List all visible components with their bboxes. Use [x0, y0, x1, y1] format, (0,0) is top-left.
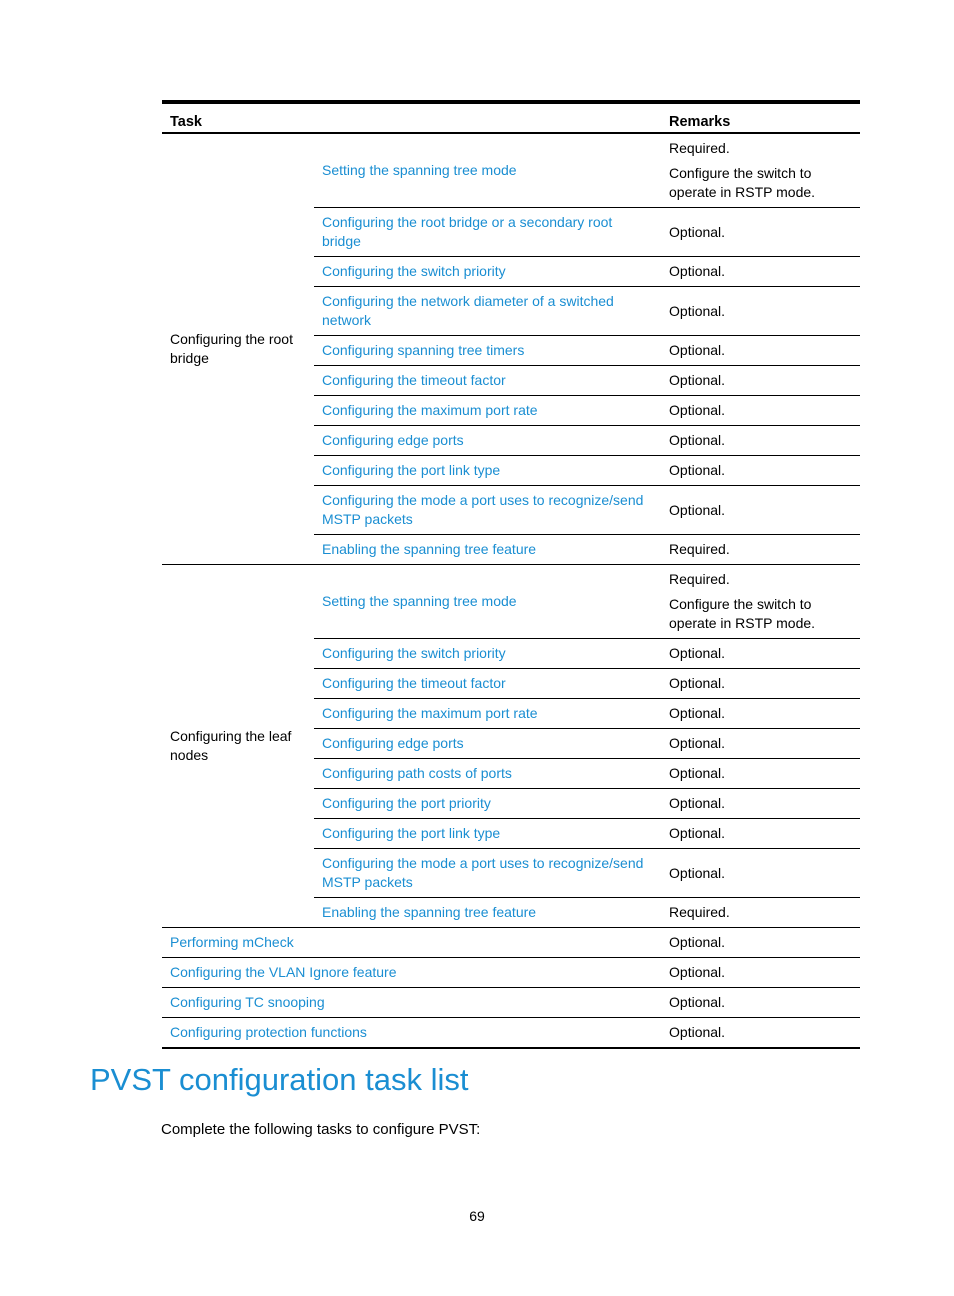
task-cell [162, 958, 661, 988]
table-row [162, 565, 860, 639]
task-cell [162, 928, 661, 958]
subtask-link[interactable]: Configuring the timeout factor [322, 372, 506, 388]
subtask-cell [314, 699, 661, 729]
subtask-link[interactable]: Configuring the mode a port uses to recognize/send MSTP packets [322, 492, 644, 527]
subtask-cell [314, 396, 661, 426]
subtask-link[interactable]: Configuring the root bridge or a secondary root bridge [322, 214, 613, 249]
subtask-link[interactable]: Configuring the mode a port uses to recognize/send MSTP packets [322, 855, 644, 890]
remarks-cell: Optional. [661, 988, 860, 1018]
subtask-link[interactable]: Configuring the switch priority [322, 645, 506, 661]
subtask-cell [314, 898, 661, 928]
remarks-cell [661, 287, 860, 336]
table-row [162, 928, 860, 958]
remarks-cell [661, 208, 860, 257]
remarks-text: Required. [669, 571, 730, 587]
subtask-link[interactable]: Enabling the spanning tree feature [322, 541, 537, 557]
remarks-cell [661, 426, 860, 456]
remarks-text: Optional. [669, 645, 726, 661]
remarks-cell [661, 535, 860, 565]
subtask-link[interactable]: Setting the spanning tree mode [322, 593, 517, 609]
remarks-cell [661, 486, 860, 535]
remarks-cell [661, 639, 860, 669]
header-task: Task [162, 102, 661, 133]
table-body [162, 133, 860, 1048]
subtask-cell [314, 729, 661, 759]
table-row [162, 1018, 860, 1049]
remarks-text: Optional. [669, 432, 726, 448]
subtask-link[interactable]: Enabling the spanning tree feature [322, 904, 537, 920]
remarks-cell [661, 336, 860, 366]
task-cell [162, 988, 661, 1018]
remarks-text: Required. [669, 140, 730, 156]
subtask-cell [314, 257, 661, 287]
intro-text: Complete the following tasks to configure PVST: [161, 1121, 481, 1138]
subtask-link[interactable]: Setting the spanning tree mode [322, 162, 517, 178]
remarks-text: Optional. [669, 223, 726, 240]
task-group-label: Configuring the root bridge [162, 133, 314, 565]
header-remarks: Remarks [661, 102, 860, 133]
remarks-text: Optional. [669, 735, 726, 751]
subtask-cell [314, 819, 661, 849]
remarks-text: Optional. [669, 705, 726, 721]
subtask-cell [314, 336, 661, 366]
remarks-cell: Optional. [661, 928, 860, 958]
remarks-cell [661, 759, 860, 789]
remarks-text: Optional. [669, 825, 726, 841]
subtask-link[interactable]: Configuring the timeout factor [322, 675, 506, 691]
subtask-link[interactable]: Configuring the switch priority [322, 263, 506, 279]
remarks-cell: Optional. [661, 958, 860, 988]
task-group-label: Configuring the leaf nodes [162, 565, 314, 928]
remarks-cell [661, 898, 860, 928]
task-cell [162, 1018, 661, 1049]
remarks-cell [661, 257, 860, 287]
remarks-text: Optional. [669, 864, 726, 881]
remarks-text: Optional. [669, 501, 726, 518]
remarks-text: Required. [669, 904, 730, 920]
remarks-cell [661, 366, 860, 396]
table-header-row [162, 102, 860, 133]
subtask-cell [314, 486, 661, 535]
subtask-link[interactable]: Configuring path costs of ports [322, 765, 512, 781]
subtask-cell [314, 639, 661, 669]
subtask-cell [314, 133, 661, 208]
subtask-link[interactable]: Configuring edge ports [322, 432, 464, 448]
remarks-cell [661, 729, 860, 759]
subtask-cell [314, 789, 661, 819]
subtask-cell [314, 759, 661, 789]
subtask-link[interactable]: Configuring the network diameter of a switched network [322, 293, 614, 328]
remarks-text: Required. [669, 541, 730, 557]
table-row [162, 133, 860, 208]
subtask-cell [314, 669, 661, 699]
subtask-link[interactable]: Configuring the port link type [322, 462, 501, 478]
task-table [162, 100, 860, 1049]
remarks-text: Optional. [669, 462, 726, 478]
remarks-text: Optional. [669, 302, 726, 319]
remarks-text: Optional. [669, 402, 726, 418]
remarks-cell: Optional. [661, 1018, 860, 1049]
table-row [162, 958, 860, 988]
task-link[interactable]: Configuring TC snooping [170, 994, 325, 1010]
remarks-text: Optional. [669, 675, 726, 691]
remarks-text: Configure the switch to operate in RSTP mode. [669, 596, 816, 631]
page-number: 69 [469, 1208, 485, 1224]
subtask-link[interactable]: Configuring spanning tree timers [322, 342, 525, 358]
subtask-link[interactable]: Configuring the port priority [322, 795, 491, 811]
subtask-link[interactable]: Configuring the port link type [322, 825, 501, 841]
subtask-cell [314, 287, 661, 336]
remarks-cell [661, 669, 860, 699]
subtask-link[interactable]: Configuring the maximum port rate [322, 705, 538, 721]
remarks-text: Configure the switch to operate in RSTP mode. [669, 165, 816, 200]
subtask-cell [314, 426, 661, 456]
table-row [162, 988, 860, 1018]
subtask-cell [314, 208, 661, 257]
remarks-text: Optional. [669, 263, 726, 279]
remarks-cell [661, 456, 860, 486]
task-link[interactable]: Configuring protection functions [170, 1024, 367, 1040]
subtask-cell [314, 366, 661, 396]
remarks-cell [661, 396, 860, 426]
remarks-cell [661, 133, 860, 208]
remarks-text: Optional. [669, 342, 726, 358]
subtask-cell [314, 456, 661, 486]
remarks-text: Optional. [669, 765, 726, 781]
subtask-link[interactable]: Configuring the maximum port rate [322, 402, 538, 418]
remarks-cell [661, 699, 860, 729]
subtask-cell [314, 535, 661, 565]
remarks-text: Optional. [669, 372, 726, 388]
subtask-cell [314, 565, 661, 639]
task-link[interactable]: Configuring the VLAN Ignore feature [170, 964, 397, 980]
remarks-cell [661, 789, 860, 819]
section-heading: PVST configuration task list [90, 1062, 469, 1097]
remarks-cell [661, 819, 860, 849]
subtask-link[interactable]: Configuring edge ports [322, 735, 464, 751]
remarks-cell [661, 849, 860, 898]
subtask-cell [314, 849, 661, 898]
task-link[interactable]: Performing mCheck [170, 934, 294, 950]
remarks-cell [661, 565, 860, 639]
remarks-text: Optional. [669, 795, 726, 811]
